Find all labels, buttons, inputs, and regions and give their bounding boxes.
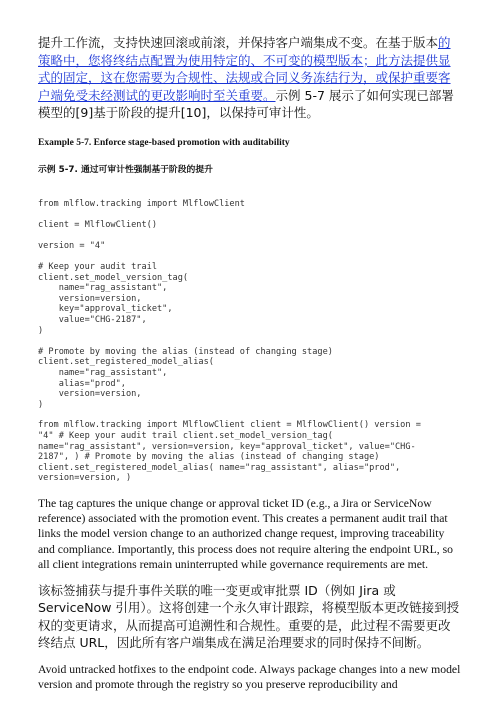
intro-text-b: 示例 5-7 展示了如何实现已部署模型的[9]基于阶段的提升[10]，以保持可审计性。 — [38, 87, 454, 120]
paragraph-en-2: Avoid untracked hotfixes to the endpoint code. Always package changes into a new model version and promote through the registry so you preserve reproducibility and — [38, 662, 461, 692]
intro-paragraph — [38, 34, 462, 122]
example-title-en: Example 5-7. Enforce stage-based promotion with auditability — [38, 137, 290, 148]
document-page — [38, 34, 462, 692]
paragraph-en-1: The tag captures the unique change or approval ticket ID (e.g., a Jira or ServiceNow reference) associated with the promotion event. This creates a permanent audit trail that links the model version change to an authorized change request, improving traceability and compliance. Importantly, this process does not require altering the endpoint URL, so all client integrations remain uninterrupted while governance requirements are met. — [38, 496, 454, 571]
intro-text-a: 提升工作流，支持快速回滚或前滚，并保持客户端集成不变。在基于版本 — [38, 35, 439, 50]
paragraph-zh-1: 该标签捕获与提升事件关联的唯一变更或审批票 ID（例如 Jira 或 ServiceNow 引用）。这将创建一个永久审计跟踪，将模型版本更改链接到授权的变更请求，从而提高可追溯性和合规性。重要的是，此过程不需要更改终结点 URL，因此所有客户端集成在满足治理要求的同时保持不间断。 — [38, 582, 460, 651]
code-block: from mlflow.tracking import MlflowClient client = MlflowClient() version = "4" # Keep your audit trail client.set_model_version_tag( name="rag_assistant", version=version, key="approval_ticket", value="CHG-2187", ) # Promote by moving the alias (instead of changing stage) client.set_registered_model_alias( name="rag_assistant", alias="prod", version=version, ) — [38, 198, 333, 410]
code-block-flat: from mlflow.tracking import MlflowClient client = MlflowClient() version = "4" # Keep your audit trail client.set_model_version_tag( name="rag_assistant", version=version, key="approval_ticket", value="CHG- 2187", ) # Promote by moving the alias (instead of changing stage) client.set_registered_model_alias( name="rag_assistant", alias="prod", version=version, ) — [38, 420, 421, 484]
strategy-link[interactable]: 的策略中，您将终结点配置为使用特定的、不可变的模型版本；此方法提供显式的固定，这在您需要为合规性、法规或合同义务冻结行为，或保护重要客户端免受未经测试的更改影响时至关重要。 — [38, 35, 451, 103]
example-title-zh: 示例 5-7. 通过可审计性强制基于阶段的提升 — [38, 164, 213, 175]
